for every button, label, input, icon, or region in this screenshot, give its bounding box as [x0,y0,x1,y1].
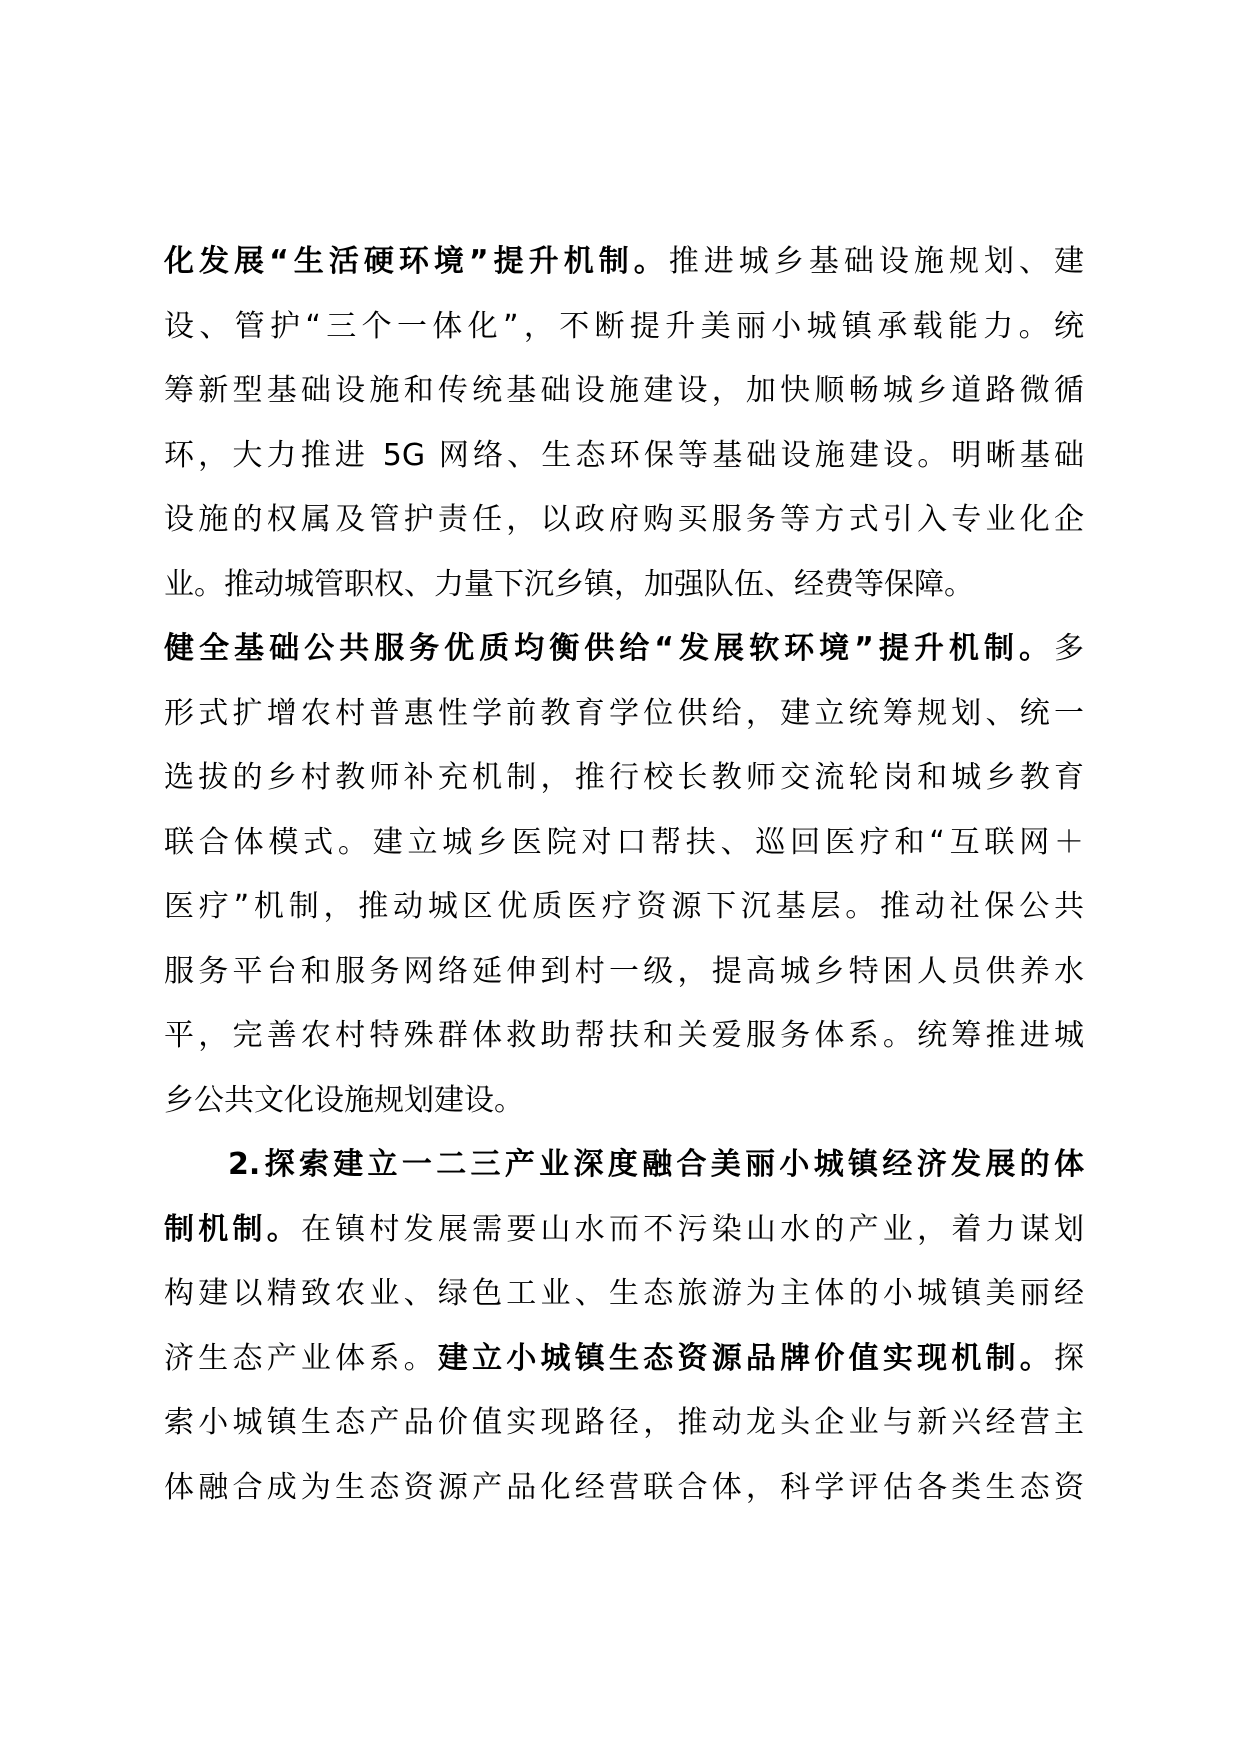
text-line [164,1004,1084,1069]
section-heading: 2.探索建立一二三产业深度融合美丽小城镇经济发展的体 [228,1147,1084,1182]
text-line [164,1262,1084,1327]
text-run: 形式扩增农村普惠性学前教育学位供给，建立统筹规划、统一 [164,695,1084,731]
section-heading: 制机制。 [164,1211,301,1247]
bold-heading: 健全基础公共服务优质均衡供给“发展软环境”提升机制。 [164,631,1054,666]
text-line [164,1198,1084,1263]
text-line [164,811,1084,876]
text-run: 乡公共文化设施规划建设。 [164,1082,524,1118]
body-text [164,230,1084,1520]
text-line [164,359,1084,424]
text-run: 业。推动城管职权、力量下沉乡镇，加强队伍、经费等保障。 [164,566,974,602]
text-run: 多 [1054,631,1084,666]
text-run: 探 [1054,1340,1085,1376]
text-line [164,488,1084,553]
text-run: 设、管护“三个一体化”，不断提升美丽小城镇承载能力。统 [164,308,1084,344]
text-line [164,1391,1084,1456]
text-line [164,1456,1084,1521]
text-line [164,940,1084,1005]
bold-heading: 化发展“生活硬环境”提升机制。 [164,244,669,279]
text-line [164,875,1084,940]
text-line [164,746,1084,811]
text-run: 构建以精致农业、绿色工业、生态旅游为主体的小城镇美丽经 [164,1276,1084,1311]
text-run: 索小城镇生态产品价值实现路径，推动龙头企业与新兴经营主 [164,1405,1084,1440]
text-line [164,682,1084,747]
section-heading-line [164,1133,1084,1198]
text-line [164,230,1084,295]
text-run: 设施的权属及管护责任，以政府购买服务等方式引入专业化企 [164,502,1084,537]
text-run: 医疗”机制，推动城区优质医疗资源下沉基层。推动社保公共 [164,889,1084,924]
text-run: 联合体模式。建立城乡医院对口帮扶、巡回医疗和“互联网＋ [164,824,1084,860]
text-line [164,1327,1084,1392]
text-run: 在镇村发展需要山水而不污染山水的产业，着力谋划 [300,1211,1085,1247]
text-line [164,553,1084,618]
text-line [164,1069,1084,1134]
text-run: 筹新型基础设施和传统基础设施建设，加快顺畅城乡道路微循 [164,373,1084,408]
text-run: 选拔的乡村教师补充机制，推行校长教师交流轮岗和城乡教育 [164,760,1084,795]
text-run: 体融合成为生态资源产品化经营联合体，科学评估各类生态资 [164,1469,1084,1505]
text-line [164,424,1084,489]
text-line [164,617,1084,682]
text-run: 济生态产业体系。 [164,1340,438,1376]
text-run: 推进城乡基础设施规划、建 [668,244,1085,279]
text-run: 平，完善农村特殊群体救助帮扶和关爱服务体系。统筹推进城 [164,1018,1084,1053]
text-run: 环，大力推进 5G 网络、生态环保等基础设施建设。明晰基础 [164,437,1084,473]
bold-heading: 建立小城镇生态资源品牌价值实现机制。 [437,1340,1055,1376]
text-run: 服务平台和服务网络延伸到村一级，提高城乡特困人员供养水 [164,953,1084,989]
text-line [164,295,1084,360]
